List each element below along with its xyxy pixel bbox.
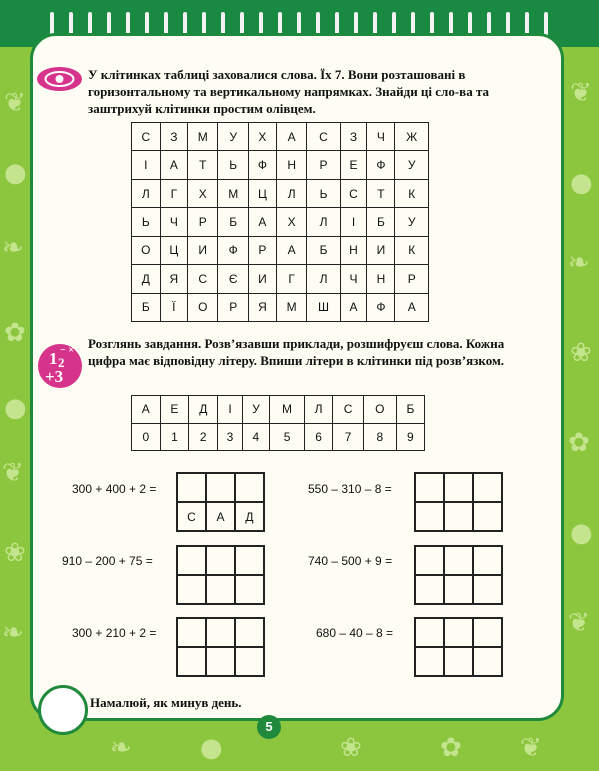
- leaf-icon: ❧: [2, 618, 24, 648]
- answer-letter-cell[interactable]: [473, 502, 502, 531]
- leaf-icon: ✿: [568, 428, 590, 458]
- grid-cell[interactable]: Х: [188, 179, 218, 207]
- leaf-icon: ❦: [4, 88, 26, 118]
- key-letter-cell: Л: [305, 396, 333, 424]
- letter-digit-key: [131, 395, 425, 451]
- answer-grid: [176, 617, 265, 677]
- answer-letter-cell[interactable]: А: [206, 502, 235, 531]
- grid-cell[interactable]: Г: [160, 179, 187, 207]
- answer-digit-cell[interactable]: [444, 473, 473, 502]
- grid-cell[interactable]: А: [395, 293, 429, 321]
- grid-cell[interactable]: І: [132, 151, 161, 179]
- key-digit-cell: 9: [396, 423, 424, 451]
- grid-cell[interactable]: К: [395, 236, 429, 264]
- answer-digit-cell[interactable]: [235, 473, 264, 502]
- key-letter-cell: У: [242, 396, 269, 424]
- answer-digit-cell[interactable]: [235, 546, 264, 575]
- grid-cell[interactable]: Ф: [367, 293, 395, 321]
- key-letter-cell: О: [363, 396, 396, 424]
- grid-cell[interactable]: Ч: [160, 208, 187, 236]
- answer-grid: [414, 472, 503, 532]
- answer-grid: [414, 545, 503, 605]
- grid-cell[interactable]: З: [340, 123, 367, 151]
- leaf-icon: ✿: [4, 318, 26, 348]
- answer-letter-cell[interactable]: [415, 502, 444, 531]
- key-letter-cell: С: [333, 396, 364, 424]
- grid-cell[interactable]: А: [248, 208, 276, 236]
- key-digit-cell: 6: [305, 423, 333, 451]
- grid-cell[interactable]: О: [188, 293, 218, 321]
- butterfly-icon: ❀: [4, 538, 26, 568]
- leaf-icon: ❦: [2, 458, 24, 488]
- grid-cell[interactable]: Ж: [395, 123, 429, 151]
- answer-grid: [176, 545, 265, 605]
- grid-cell[interactable]: О: [132, 236, 161, 264]
- answer-grid: [414, 617, 503, 677]
- key-digit-cell: 3: [218, 423, 242, 451]
- grid-cell[interactable]: У: [395, 208, 429, 236]
- grid-cell[interactable]: Ц: [160, 236, 187, 264]
- key-row: [132, 423, 425, 451]
- equation-text: 910 – 200 + 75 =: [62, 554, 153, 568]
- grid-cell[interactable]: Ш: [307, 293, 340, 321]
- apple-icon: ●: [200, 733, 223, 763]
- answer-digit-cell[interactable]: [415, 473, 444, 502]
- grid-cell[interactable]: Р: [395, 265, 429, 293]
- leaf-icon: ❧: [110, 733, 132, 763]
- grid-cell[interactable]: Ь: [307, 179, 340, 207]
- grid-cell[interactable]: И: [188, 236, 218, 264]
- grid-cell[interactable]: К: [395, 179, 429, 207]
- grid-cell[interactable]: Б: [367, 208, 395, 236]
- math-icon: [38, 344, 82, 388]
- grid-cell[interactable]: Я: [160, 265, 187, 293]
- grid-cell[interactable]: Р: [218, 293, 248, 321]
- equation-text: 300 + 400 + 2 =: [72, 482, 157, 496]
- answer-letter-cell[interactable]: [206, 647, 235, 676]
- page-number: 5: [257, 715, 281, 739]
- grid-cell[interactable]: И: [367, 236, 395, 264]
- answer-letter-cell[interactable]: Д: [235, 502, 264, 531]
- grid-cell[interactable]: А: [160, 151, 187, 179]
- answer-letter-cell[interactable]: [444, 647, 473, 676]
- key-digit-cell: 7: [333, 423, 364, 451]
- grid-cell[interactable]: Л: [307, 265, 340, 293]
- grid-cell[interactable]: М: [218, 179, 248, 207]
- grid-row: [132, 236, 429, 264]
- grid-cell[interactable]: Ї: [160, 293, 187, 321]
- answer-letter-cell[interactable]: [177, 575, 206, 604]
- apple-icon: ●: [4, 393, 27, 423]
- leaf-icon: ❦: [568, 608, 590, 638]
- answer-letter-cell[interactable]: [473, 647, 502, 676]
- task1-instruction: У клітинках таблиці заховалися слова. Їх 7. Вони розташовані в горизонтальному та вертикальному напрямках. Знайди ці сло-ва та заштрихуй клітинки простим олівцем.: [88, 67, 489, 116]
- footer-instruction: Намалюй, як минув день.: [90, 695, 242, 710]
- grid-cell[interactable]: С: [340, 179, 367, 207]
- key-digit-cell: 1: [160, 423, 189, 451]
- answer-digit-cell[interactable]: [473, 618, 502, 647]
- answer-letter-cell[interactable]: [206, 575, 235, 604]
- equation-text: 300 + 210 + 2 =: [72, 626, 157, 640]
- grid-cell[interactable]: У: [218, 123, 248, 151]
- grid-cell[interactable]: З: [160, 123, 187, 151]
- word-search-grid: [131, 122, 429, 322]
- grid-cell[interactable]: А: [340, 293, 367, 321]
- key-digit-cell: 8: [363, 423, 396, 451]
- grid-cell[interactable]: Ч: [367, 123, 395, 151]
- grid-cell[interactable]: Ф: [248, 151, 276, 179]
- grid-cell[interactable]: Л: [132, 179, 161, 207]
- grid-cell[interactable]: У: [395, 151, 429, 179]
- answer-letter-cell[interactable]: [415, 575, 444, 604]
- key-letter-cell: М: [270, 396, 305, 424]
- grid-cell[interactable]: Т: [188, 151, 218, 179]
- answer-digit-cell[interactable]: [177, 473, 206, 502]
- answer-digit-cell[interactable]: [177, 546, 206, 575]
- grid-cell[interactable]: Л: [276, 179, 306, 207]
- grid-cell[interactable]: Н: [340, 236, 367, 264]
- answer-letter-cell[interactable]: [473, 575, 502, 604]
- grid-cell[interactable]: Я: [248, 293, 276, 321]
- key-digit-cell: 0: [132, 423, 161, 451]
- grid-cell[interactable]: М: [188, 123, 218, 151]
- math-icon-top: 1: [49, 349, 58, 368]
- answer-digit-cell[interactable]: [206, 618, 235, 647]
- answer-digit-cell[interactable]: [444, 618, 473, 647]
- equation-text: 680 – 40 – 8 =: [316, 626, 394, 640]
- grid-cell[interactable]: Р: [188, 208, 218, 236]
- key-digit-cell: 5: [270, 423, 305, 451]
- key-letter-cell: Б: [396, 396, 424, 424]
- grid-cell[interactable]: А: [276, 236, 306, 264]
- apple-icon: ●: [4, 158, 27, 188]
- answer-digit-cell[interactable]: [206, 546, 235, 575]
- grid-row: [132, 208, 429, 236]
- grid-cell[interactable]: И: [248, 265, 276, 293]
- leaf-icon: ✿: [440, 733, 462, 763]
- answer-digit-cell[interactable]: [473, 546, 502, 575]
- key-letter-cell: І: [218, 396, 242, 424]
- grid-row: [132, 123, 429, 151]
- grid-cell[interactable]: Х: [248, 123, 276, 151]
- key-letter-cell: Д: [189, 396, 218, 424]
- grid-cell[interactable]: А: [276, 123, 306, 151]
- answer-letter-cell[interactable]: [235, 575, 264, 604]
- answer-grid: [176, 472, 265, 532]
- grid-row: [132, 179, 429, 207]
- grid-cell[interactable]: Д: [132, 265, 161, 293]
- answer-digit-cell[interactable]: [444, 546, 473, 575]
- math-icon-ops: − ×: [60, 345, 74, 356]
- grid-row: [132, 151, 429, 179]
- grid-cell[interactable]: Н: [367, 265, 395, 293]
- task2-instruction: Розглянь завдання. Розв’язавши приклади, розшифруєш слова. Кожна цифра має відповідну літеру. Впиши літери в клітинки під розв’язком.: [88, 336, 505, 368]
- equation-text: 740 – 500 + 9 =: [308, 554, 393, 568]
- eye-icon: [37, 67, 82, 91]
- grid-cell[interactable]: Х: [276, 208, 306, 236]
- grid-cell[interactable]: С: [132, 123, 161, 151]
- grid-row: [132, 265, 429, 293]
- drawing-circle[interactable]: [38, 685, 88, 735]
- grid-cell[interactable]: Б: [307, 236, 340, 264]
- grid-cell[interactable]: Т: [367, 179, 395, 207]
- leaf-icon: ❦: [570, 78, 592, 108]
- math-icon-sub: 2: [58, 355, 65, 370]
- grid-cell[interactable]: Ь: [132, 208, 161, 236]
- answer-letter-cell[interactable]: [415, 647, 444, 676]
- answer-letter-cell[interactable]: [444, 502, 473, 531]
- answer-letter-cell[interactable]: [444, 575, 473, 604]
- grid-cell[interactable]: Є: [218, 265, 248, 293]
- butterfly-icon: ❀: [570, 338, 592, 368]
- key-row: [132, 396, 425, 424]
- answer-digit-cell[interactable]: [235, 618, 264, 647]
- grid-cell[interactable]: М: [276, 293, 306, 321]
- key-digit-cell: 2: [189, 423, 218, 451]
- grid-cell[interactable]: Ч: [340, 265, 367, 293]
- answer-digit-cell[interactable]: [415, 618, 444, 647]
- answer-letter-cell[interactable]: [177, 647, 206, 676]
- butterfly-icon: ❀: [340, 733, 362, 763]
- key-letter-cell: Е: [160, 396, 189, 424]
- grid-cell[interactable]: Л: [307, 208, 340, 236]
- answer-letter-cell[interactable]: [235, 647, 264, 676]
- grid-cell[interactable]: Н: [276, 151, 306, 179]
- grid-cell[interactable]: Б: [132, 293, 161, 321]
- leaf-icon: ❦: [520, 733, 542, 763]
- grid-cell[interactable]: Р: [307, 151, 340, 179]
- apple-icon: ●: [570, 168, 593, 198]
- answer-letter-cell[interactable]: С: [177, 502, 206, 531]
- grid-cell[interactable]: Ц: [248, 179, 276, 207]
- grid-cell[interactable]: Г: [276, 265, 306, 293]
- grid-cell[interactable]: Р: [248, 236, 276, 264]
- leaf-icon: ❧: [568, 248, 590, 278]
- leaf-icon: ❧: [2, 233, 24, 263]
- apple-icon: ●: [570, 518, 593, 548]
- key-digit-cell: 4: [242, 423, 269, 451]
- key-letter-cell: А: [132, 396, 161, 424]
- grid-cell[interactable]: Е: [340, 151, 367, 179]
- grid-cell[interactable]: Б: [218, 208, 248, 236]
- grid-cell[interactable]: С: [307, 123, 340, 151]
- answer-digit-cell[interactable]: [177, 618, 206, 647]
- grid-cell[interactable]: І: [340, 208, 367, 236]
- math-icon-bottom: +3: [45, 367, 64, 386]
- grid-cell[interactable]: Ф: [367, 151, 395, 179]
- equation-text: 550 – 310 – 8 =: [308, 482, 392, 496]
- answer-digit-cell[interactable]: [206, 473, 235, 502]
- grid-cell[interactable]: Ь: [218, 151, 248, 179]
- grid-cell[interactable]: С: [188, 265, 218, 293]
- grid-row: [132, 293, 429, 321]
- answer-digit-cell[interactable]: [473, 473, 502, 502]
- answer-digit-cell[interactable]: [415, 546, 444, 575]
- grid-cell[interactable]: Ф: [218, 236, 248, 264]
